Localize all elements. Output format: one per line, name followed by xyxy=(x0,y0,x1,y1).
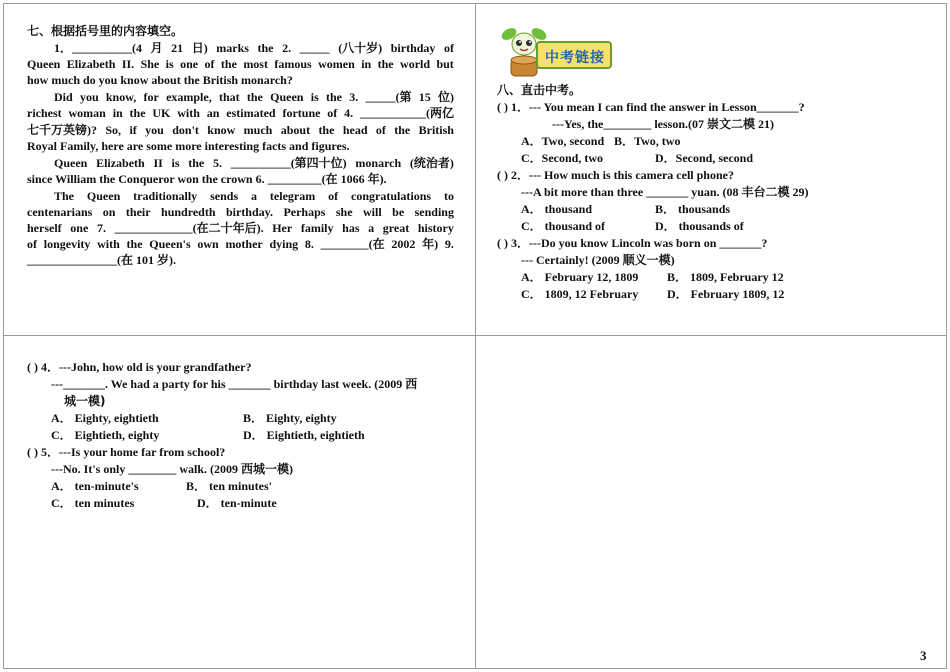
q3-reply: --- Certainly! (2009 顺义一模) xyxy=(521,253,675,267)
q5-option-c: C． ten minutes xyxy=(51,496,135,510)
q3-option-b: B． 1809, February 12 xyxy=(667,270,784,284)
q2-stem: ( ) 2．--- How much is this camera cell phone? xyxy=(497,168,734,182)
q4-option-a: A． Eighty, eightieth xyxy=(51,411,159,425)
passage-line: Did you know, for example, that the Queen is the 3. _____(第 15 位) xyxy=(54,90,454,104)
q1-option-b: B．Two, two xyxy=(614,134,681,148)
q4-stem: ( ) 4．---John, how old is your grandfather? xyxy=(27,360,252,374)
passage-line: _______________(在 101 岁). xyxy=(27,253,176,267)
section8-heading: 八、直击中考。 xyxy=(497,83,582,97)
passage-line: of longevity with the Queen's own mother dying 8. ________(在 2002 年) 9. xyxy=(27,237,454,251)
q3-stem: ( ) 3．---Do you know Lincoln was born on _______? xyxy=(497,236,768,250)
slide-frame-bottom-right xyxy=(475,335,947,669)
passage-line: herself one 7. _____________(在二十年后). Her family has a great history xyxy=(27,221,454,235)
q2-option-a: A． thousand xyxy=(521,202,593,216)
passage-line: 1．__________(4 月 21 日) marks the 2. _____ (八十岁) birthday of xyxy=(54,41,454,55)
q4-option-b: B． Eighty, eighty xyxy=(243,411,337,425)
passage-line: richest woman in the UK with an estimated fortune of 4. ___________(两亿 xyxy=(27,106,454,120)
passage-line: 七千万英镑)? So, if you don't know much about the head of the British xyxy=(27,123,454,137)
q1-reply: ---Yes, the________ lesson.(07 崇文二模 21) xyxy=(552,117,774,131)
passage-line: Queen Elizabeth II. She is one of the most famous women in the world but xyxy=(27,57,454,71)
zhongkao-link-badge xyxy=(497,24,615,80)
passage-line: centenarians on their hundredth birthday. Perhaps she will be sending xyxy=(27,205,454,219)
passage-line: how much do you know about the British monarch? xyxy=(27,73,293,87)
passage-line: Queen Elizabeth II is the 5. __________(第四十位) monarch (统治者) xyxy=(54,156,454,170)
q5-option-b: B． ten minutes' xyxy=(186,479,273,493)
q4-reply: ---_______. We had a party for his _______ birthday last week. (2009 西 xyxy=(51,377,418,391)
q5-reply: ---No. It's only ________ walk. (2009 西城一模) xyxy=(51,462,293,476)
q5-stem: ( ) 5．---Is your home far from school? xyxy=(27,445,226,459)
q4-option-d: D． Eightieth, eightieth xyxy=(243,428,365,442)
q2-option-c: C． thousand of xyxy=(521,219,606,233)
q1-stem: ( ) 1．--- You mean I can find the answer in Lesson_______? xyxy=(497,100,805,114)
q2-option-b: B． thousands xyxy=(655,202,731,216)
q4-reply-continued: 城一模) xyxy=(64,394,106,408)
q1-option-a: A．Two, second xyxy=(521,134,605,148)
page-number: 3 xyxy=(920,648,927,663)
passage-line: Royal Family, here are some more interesting facts and figures. xyxy=(27,139,350,153)
q3-option-c: C． 1809, 12 February xyxy=(521,287,639,301)
q3-option-a: A． February 12, 1809 xyxy=(521,270,639,284)
q2-reply: ---A bit more than three _______ yuan. (08 丰台二模 29) xyxy=(521,185,809,199)
q3-option-d: D． February 1809, 12 xyxy=(667,287,785,301)
q5-option-d: D． ten-minute xyxy=(197,496,277,510)
q1-option-d: D．Second, second xyxy=(655,151,754,165)
passage-line: The Queen traditionally sends a telegram of congratulations to xyxy=(54,189,454,203)
q4-option-c: C． Eightieth, eighty xyxy=(51,428,160,442)
q1-option-c: C．Second, two xyxy=(521,151,604,165)
section7-heading: 七、根据括号里的内容填空。 xyxy=(27,24,184,38)
badge-text: 中考链接 xyxy=(545,50,605,66)
passage-line: since William the Conqueror won the crown 6. _________(在 1066 年). xyxy=(27,172,387,186)
q5-option-a: A． ten-minute's xyxy=(51,479,139,493)
q2-option-d: D． thousands of xyxy=(655,219,744,233)
